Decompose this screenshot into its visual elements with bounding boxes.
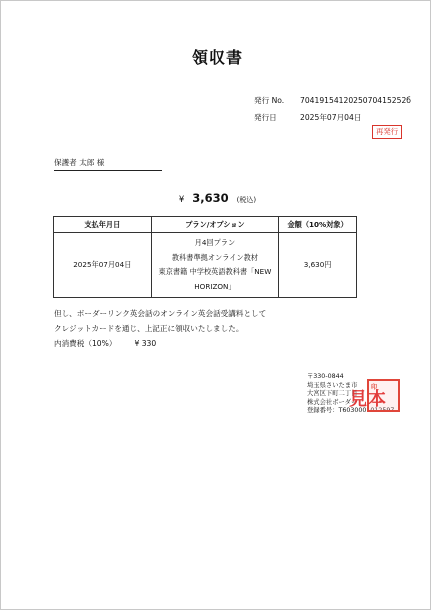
- plan-cell: [151, 233, 279, 298]
- document-title: 領収書: [191, 48, 243, 67]
- issue-number-value: 7041915412025070415252б: [300, 96, 411, 105]
- plan-line: 東京書籍 中学校英語教科書「NEW: [158, 267, 272, 276]
- table-header-row: [54, 217, 357, 233]
- payment-date-cell: 2025年07月04日: [54, 233, 152, 298]
- issuer-address-1: 埼玉県さいたま市: [307, 381, 358, 389]
- plan-line: HORIZON」: [194, 281, 236, 291]
- note-line-2: クレジットカードを通じ、上記正に領収いたしました。: [54, 324, 244, 333]
- amount-cell: 3,630円: [279, 233, 357, 298]
- tax-row: [54, 338, 156, 349]
- note-line-1: 但し、ボーダーリンク英会話のオンライン英会話受講料として: [54, 309, 267, 318]
- total-amount: [1, 191, 433, 205]
- issuer-address-2: 大宮区下町二丁目: [307, 390, 358, 397]
- amount-currency: ¥: [178, 195, 185, 205]
- issue-date-label: 発行日: [254, 113, 277, 122]
- amount-tax-note: (税込): [236, 196, 257, 204]
- issue-date-value: 2025年07月04日: [300, 113, 362, 122]
- column-header-date: 支払年月日: [54, 217, 152, 233]
- recipient-name: 保護者 太郎 様: [54, 157, 162, 171]
- sample-watermark: 見本: [349, 389, 387, 410]
- column-header-plan: プラン/オプション: [151, 217, 279, 233]
- amount-value: 3,630: [192, 191, 229, 205]
- issuer-company: 株式会社ボーダー: [307, 398, 358, 406]
- table-row: [54, 233, 357, 298]
- seal-text: 印: [371, 384, 378, 391]
- payment-table: [53, 216, 357, 298]
- issue-number-row: [254, 95, 411, 106]
- tax-label: 内消費税（10%）: [54, 339, 117, 348]
- column-header-amount: 金額（10%対象）: [279, 217, 357, 233]
- tax-value: ¥ 330: [134, 339, 157, 348]
- issuer-postal: 〒330-0844: [307, 373, 344, 380]
- issue-number-label: 発行 No.: [254, 96, 285, 105]
- issue-date-row: [254, 112, 361, 123]
- plan-line: 月4回プラン: [194, 238, 236, 247]
- plan-line: 教科書準拠オンライン教材: [171, 252, 258, 262]
- issuer-registration: 登録番号：T6030001012597: [307, 407, 395, 414]
- reissue-badge: 再発行: [372, 125, 402, 139]
